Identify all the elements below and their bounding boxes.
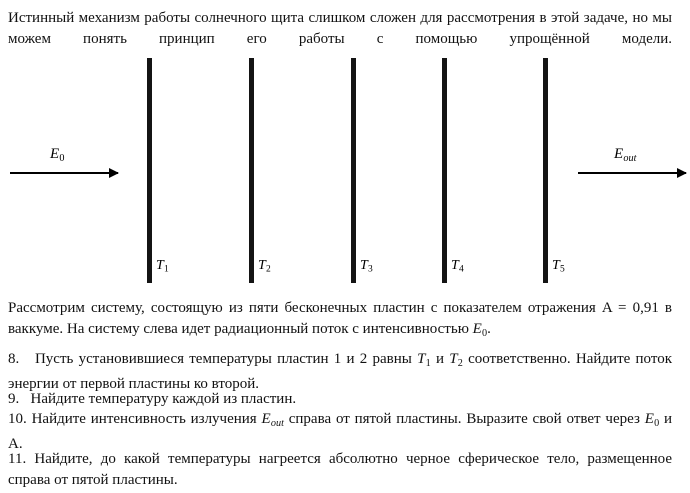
incoming-flux-subscript: 0 <box>59 152 65 164</box>
plate-2-temperature-subscript: 2 <box>266 264 271 275</box>
question-8-text-1: Пусть установившиеся температуры пластин 1 и 2 равны <box>34 351 418 367</box>
plate-1-temperature-label <box>156 258 169 275</box>
incoming-flux-arrow <box>10 172 118 174</box>
plate-4-temperature-subscript: 4 <box>459 264 464 275</box>
plate-3-temperature-subscript: 3 <box>368 264 373 275</box>
question-11-text-1: Найдите, до какой температуры нагреется абсолютно черное сферическое тело, размещенное справа от пятой пластины. <box>8 451 673 488</box>
outgoing-flux-symbol: E <box>614 146 624 162</box>
question-8-number: 8. <box>8 351 20 367</box>
outgoing-flux-subscript: out <box>623 152 637 164</box>
setup-paragraph <box>8 298 672 344</box>
setup-incoming-flux-symbol: $E_0$ <box>472 320 488 339</box>
question-8-symbol-2: $T_2$ <box>449 351 463 369</box>
plate-3-temperature-label <box>360 258 373 275</box>
question-10-text-2: справа от пятой пластины. Выразите свой ответ через <box>283 411 645 427</box>
plate-3 <box>351 58 356 283</box>
setup-paragraph-text-2: . <box>487 320 491 337</box>
setup-paragraph-text-1: Рассмотрим систему, состоящую из пяти бесконечных пластин с показателем отражения A = 0,91 в ваккуме. На систему слева идет радиационный поток с интенсивностью <box>8 300 672 337</box>
question-item-11 <box>8 449 672 490</box>
plate-2-temperature-label <box>258 258 271 275</box>
plate-4-temperature-symbol: T <box>451 258 459 273</box>
plate-5-temperature-label <box>552 258 565 275</box>
question-11-number: 11. <box>8 451 27 467</box>
question-8-text-2: и <box>430 351 450 367</box>
question-9-number: 9. <box>8 391 20 407</box>
question-8-symbol-1: $T_1$ <box>417 351 431 369</box>
question-10-symbol-1: $E_{out}$ <box>261 411 284 429</box>
plate-5-temperature-subscript: 5 <box>560 264 565 275</box>
incoming-flux-label <box>50 146 64 164</box>
outgoing-flux-arrow <box>578 172 686 174</box>
plate-1-temperature-subscript: 1 <box>164 264 169 275</box>
question-item-10 <box>8 409 672 455</box>
plate-5 <box>543 58 548 283</box>
plate-5-temperature-symbol: T <box>552 258 560 273</box>
question-10-text-3: и A. <box>8 411 672 453</box>
plate-4-temperature-label <box>451 258 464 275</box>
question-8-text-3: соответственно. Найдите поток энергии от первой пластины ко второй. <box>8 351 672 393</box>
five-plates-diagram <box>0 50 690 290</box>
question-10-number: 10. <box>8 411 27 427</box>
plate-2 <box>249 58 254 283</box>
intro-paragraph: Истинный механизм работы солнечного щита слишком сложен для рассмотрения в этой задаче, но мы можем понять принцип его работы с помощью упрощённой модели. <box>8 10 672 47</box>
question-10-symbol-2: $E_0$ <box>644 411 660 429</box>
question-item-9 <box>8 389 672 410</box>
question-9-text-1: Найдите температуру каждой из пластин. <box>30 391 297 407</box>
plate-1 <box>147 58 152 283</box>
question-10-text-1: Найдите интенсивность излучения <box>31 411 262 427</box>
question-item-8 <box>8 349 672 395</box>
plate-1-temperature-symbol: T <box>156 258 164 273</box>
plate-4 <box>442 58 447 283</box>
outgoing-flux-label <box>614 146 636 164</box>
plate-2-temperature-symbol: T <box>258 258 266 273</box>
plate-3-temperature-symbol: T <box>360 258 368 273</box>
incoming-flux-symbol: E <box>50 146 60 162</box>
